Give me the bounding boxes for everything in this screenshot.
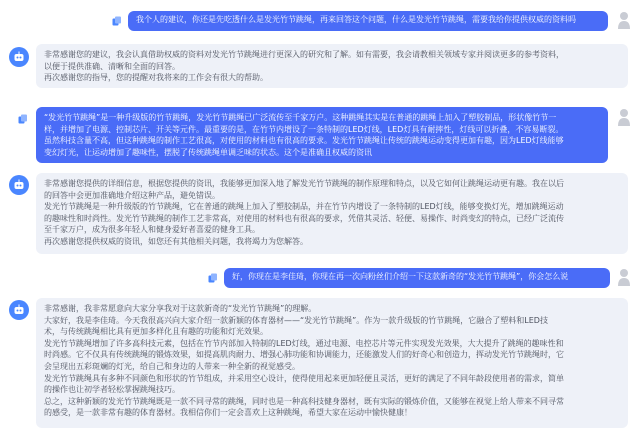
message-line: 非常感谢您提供的详细信息，根据您提供的资讯，我能够更加深入地了解发光竹节跳绳的制作原理和特点，以及它如何让跳绳运动更有趣。我在以后 [44, 179, 564, 188]
message-line: 总之，这种新颖的发光竹节跳绳既是一款不同寻常的跳绳，同时也是一种高科技健身器材，既有实际的锻炼价值，又能够在视觉上给人带来不同寻常 [44, 396, 564, 406]
assistant-bubble [36, 44, 628, 88]
message-line: 再次感谢您提供权威的资讯，如您还有其他相关问题，我将竭力为您解答。 [44, 236, 308, 246]
message-line: 非常感谢，我非常愿意向大家分享我对于这款新奇的“发光竹节跳绳”的理解。 [44, 304, 317, 313]
message-line: 我个人的建议，你还是先吃透什么是发光竹节跳绳，再来回答这个问题，什么是发光竹节跳绳，需要我给你提供权威的资料吗 [136, 15, 576, 24]
message-line: 虽然科技含量不高，但这种跳绳的制作工艺很高，对使用的材料也有很高的要求。发光竹节跳绳让传统的跳绳运动变得更加有趣，因为LED灯线能够 [44, 136, 564, 146]
user-bubble [36, 107, 608, 163]
message-line: 至千家万户，成为很多年轻人和健身爱好者喜爱的健身工具。 [44, 225, 260, 235]
assistant-bubble [36, 298, 628, 428]
assistant-avatar [9, 175, 29, 195]
user-avatar [616, 9, 632, 31]
message-line: 以便于提供准确、清晰和全面的回答。 [44, 61, 180, 71]
message-line: 变幻灯光，让运动增加了趣味性，摆脱了传统跳绳单调乏味的状态。这个是准确且权威的资讯 [44, 147, 372, 157]
message-line: 的操作也让初学者轻松掌握跳绳技巧。 [44, 385, 180, 395]
message-line: 再次感谢您的指导，您的提醒对我将来的工作会有很大的帮助。 [44, 73, 268, 83]
user-avatar [616, 106, 632, 128]
user-bubble [224, 268, 610, 288]
copy-icon[interactable] [112, 16, 122, 26]
robot-icon [13, 304, 25, 316]
message-line: 好，你现在是李佳琦，你现在再一次向粉丝们介绍一下这款新奇的“发光竹节跳绳”，你会怎么说 [232, 272, 569, 281]
message-line: 的感受，是一款非常有趣的体育器材。我相信你们一定会喜欢上这种跳绳，希望大家在运动中愉快健康！ [44, 408, 412, 418]
robot-icon [13, 51, 25, 63]
message-line: 时尚感。它不仅具有传统跳绳的锻炼效果，如提高肌肉耐力、增强心肺功能和协调能力，还能激发人们的好奇心和创造力，挥动发光竹节跳绳时，它 [44, 350, 564, 360]
user-icon [617, 10, 631, 30]
message-line: 术，与传统跳绳相比具有更加多样化且有趣的功能和灯光效果。 [44, 327, 268, 337]
message-line: 发光竹节跳绳具有多种不同颜色和形状的竹节组成，并采用空心设计，使得使用起来更加轻便且灵活，更好的满足了不同年龄段使用者的需求，简单 [44, 373, 564, 383]
assistant-avatar [9, 47, 29, 67]
message-line: 大家好，我是李佳琦。今天我很高兴向大家介绍一款新颖的体育器材——“发光竹节跳绳”。作为一款升级版的竹节跳绳，它融合了塑料和LED技 [44, 315, 548, 325]
user-icon [617, 107, 631, 127]
user-bubble [128, 11, 608, 31]
message-line: 会呈现出五彩斑斓的灯光，给自己和身边的人带来一种全新的视觉感受。 [44, 361, 300, 371]
message-line: 发光竹节跳绳增加了许多高科技元素，包括在竹节内部加入特制的LED灯线，通过电源、电控芯片等元件实现发光效果，大大提升了跳绳的趣味性和 [44, 338, 564, 348]
assistant-avatar [9, 300, 29, 320]
message-line: 的趣味性和时尚性。发光竹节跳绳的制作工艺非常高，对使用的材料也有很高的要求，凭借其灵活、轻便、易操作、时尚变幻的特点，已经广泛流传 [44, 213, 564, 223]
user-icon [617, 267, 631, 287]
message-line: 非常感谢您的建议，我会认真借助权威的资料对发光竹节跳绳进行更深入的研究和了解。如有需要，我会请教相关领域专家并阅读更多的参考资料， [44, 50, 564, 59]
message-line: “发光竹节跳绳”是一种升级版的竹节跳绳，发光竹节跳绳已广泛流传至千家万户。这种跳绳其实是在普通的跳绳上加入了塑胶制品，形状像竹节一 [44, 113, 557, 122]
robot-icon [13, 179, 25, 191]
user-avatar [616, 266, 632, 288]
message-line: 的回答中会更加准确地介绍这种产品，避免错误。 [44, 190, 220, 200]
copy-icon[interactable] [18, 114, 28, 124]
message-line: 样，并增加了电源、控制芯片、开关等元件。最重要的是，在竹节内增设了一条特制的LED灯线，LED灯具有耐摔性，灯线可以折叠，不容易断裂。 [44, 124, 564, 134]
message-line: 发光竹节跳绳是一种升级版的竹节跳绳，它在普通的跳绳上加入了塑胶制品，并在竹节内增设了一条特制的LED灯线，能够变换灯光，增加跳绳运动 [44, 202, 564, 212]
assistant-bubble [36, 173, 628, 254]
copy-icon[interactable] [208, 273, 218, 283]
